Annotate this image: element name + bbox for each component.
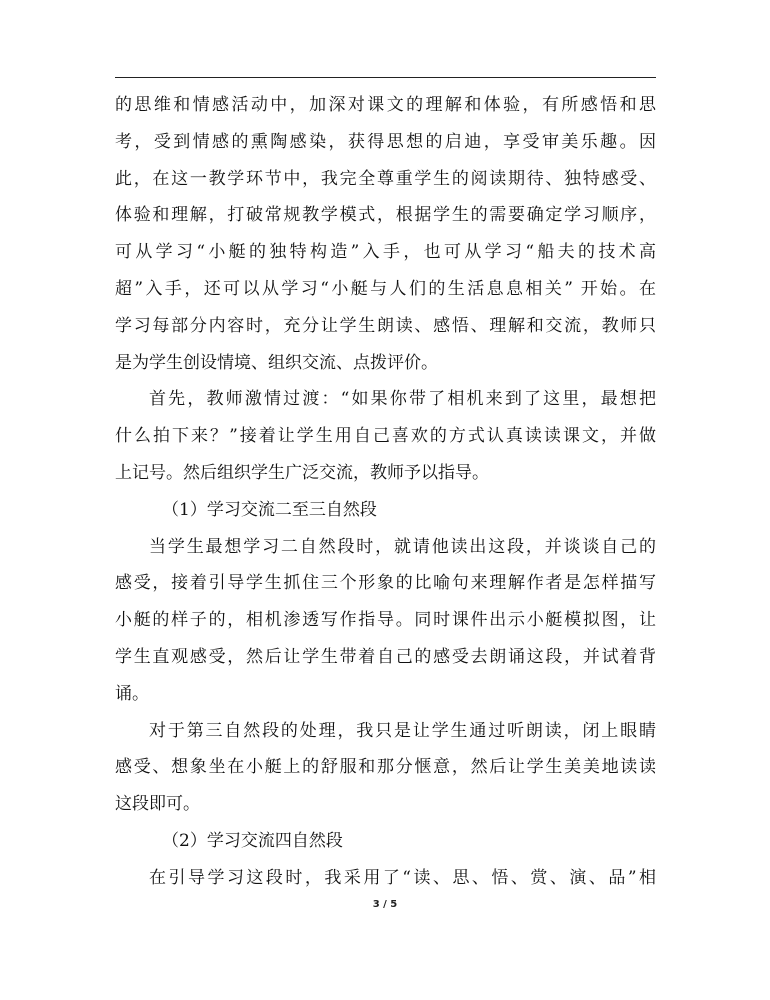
text-line: 超”入手，还可以从学习“小艇与人们的生活息息相关” 开始。在 (115, 278, 656, 299)
text-line: 此，在这一教学环节中，我完全尊重学生的阅读期待、独特感受、 (115, 168, 656, 189)
text-line: 学习每部分内容时，充分让学生朗读、感悟、理解和交流，教师只 (115, 315, 656, 336)
text-line: 诵。 (115, 683, 149, 704)
text-line: 的思维和情感活动中，加深对课文的理解和体验，有所感悟和思 (115, 95, 656, 115)
text-line: 当学生最想学习二自然段时，就请他读出这段，并谈谈自己的 (149, 536, 656, 557)
body-text (115, 87, 656, 897)
text-line: 小艇的样子的，相机渗透写作指导。同时课件出示小艇模拟图，让 (115, 610, 656, 631)
text-line: 学生直观感受，然后让学生带着自己的感受去朗诵这段，并试着背 (115, 646, 656, 667)
page-number: 3 / 5 (372, 899, 398, 910)
header-rule (115, 77, 656, 78)
section-heading: （2）学习交流四自然段 (162, 830, 343, 851)
text-line: 对于第三自然段的处理，我只是让学生通过听朗读，闭上眼睛 (149, 720, 656, 741)
section-heading: （1）学习交流二至三自然段 (162, 499, 377, 520)
text-line: 感受，接着引导学生抓住三个形象的比喻句来理解作者是怎样描写 (115, 573, 656, 594)
text-line: 感受、想象坐在小艇上的舒服和那分惬意，然后让学生美美地读读 (115, 757, 656, 778)
text-line: 什么拍下来？”接着让学生用自己喜欢的方式认真读读课文，并做 (115, 426, 656, 447)
text-line: 在引导学习这段时，我采用了“读、思、悟、赏、演、品”相 (149, 867, 656, 888)
text-line: 是为学生创设情境、组织交流、点拨评价。 (115, 352, 438, 373)
text-line: 首先，教师激情过渡：“如果你带了相机来到了这里，最想把 (149, 389, 656, 410)
text-line: 可从学习“小艇的独特构造”入手，也可从学习“船夫的技术高 (115, 242, 656, 263)
text-line: 上记号。然后组织学生广泛交流，教师予以指导。 (115, 462, 489, 483)
text-line: 体验和理解，打破常规教学模式，根据学生的需要确定学习顺序， (115, 205, 656, 226)
text-line: 考，受到情感的熏陶感染，获得思想的启迪，享受审美乐趣。因 (115, 131, 656, 152)
text-line: 这段即可。 (115, 794, 200, 815)
